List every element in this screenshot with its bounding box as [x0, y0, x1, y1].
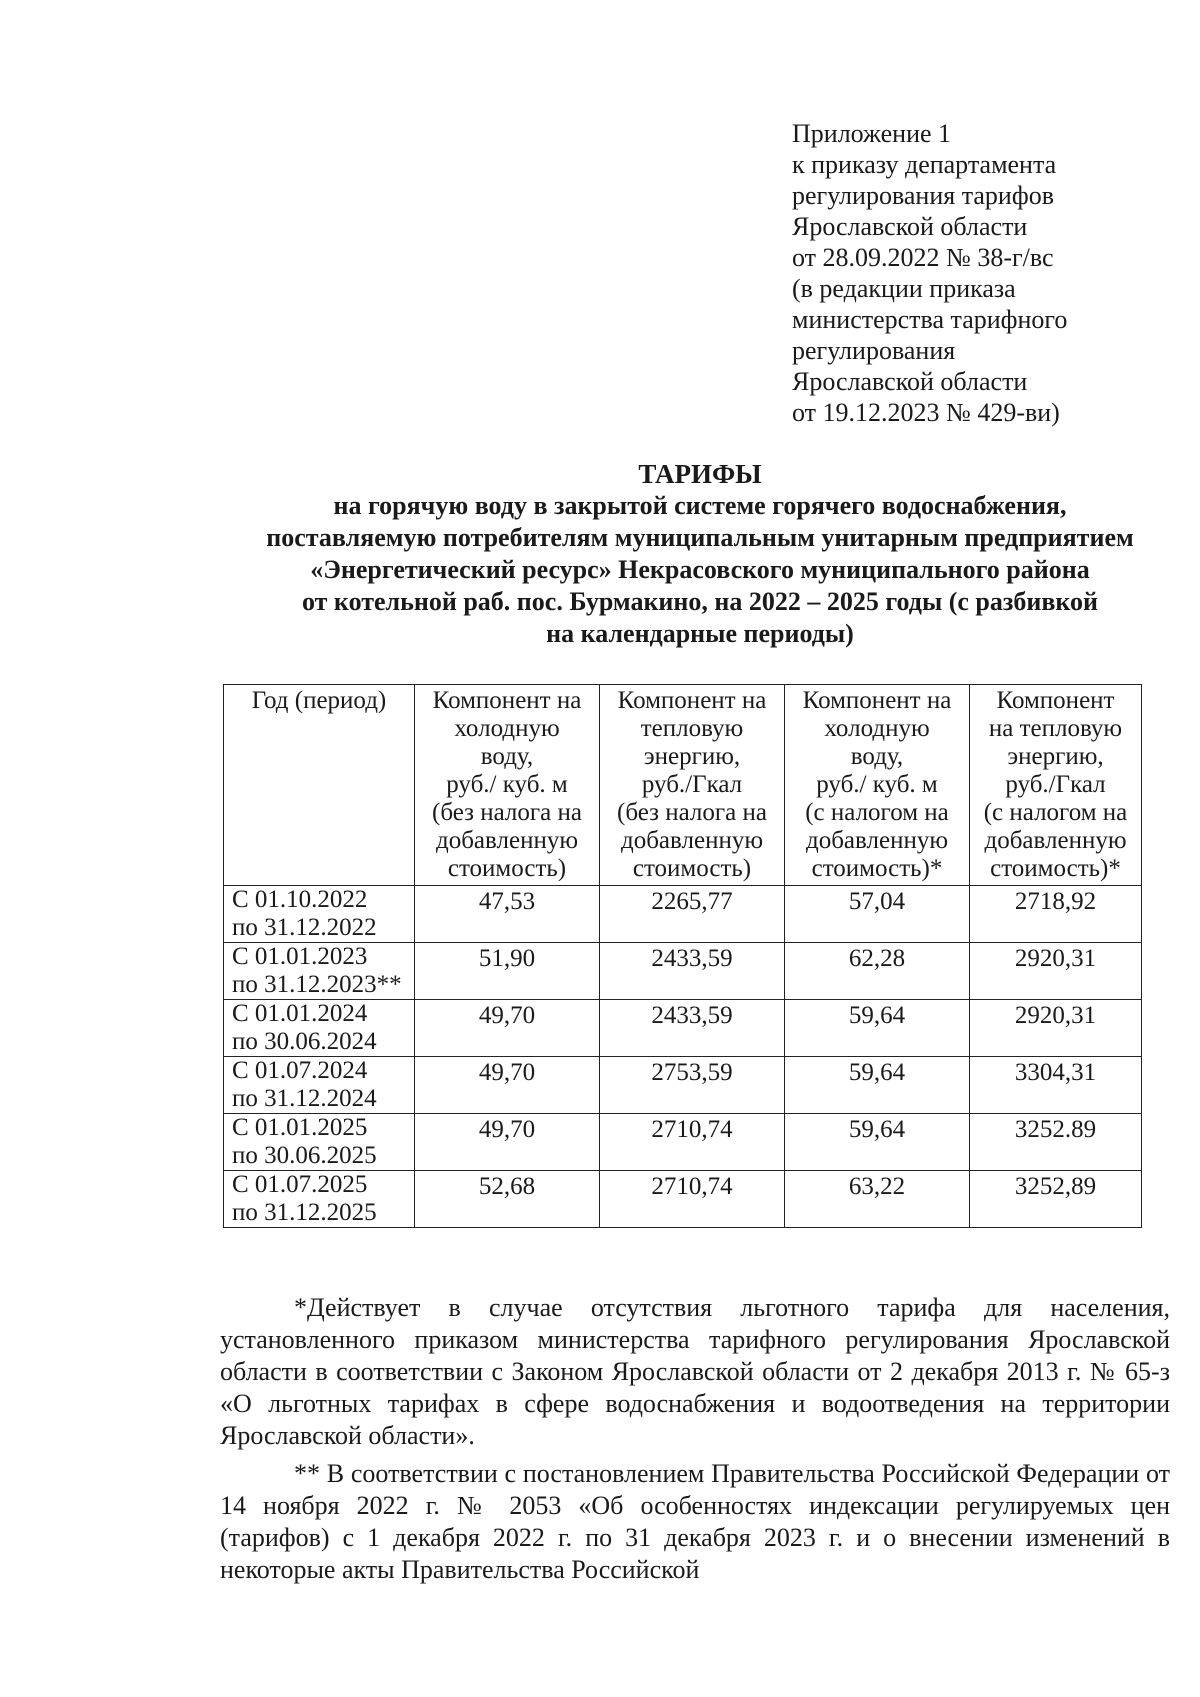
- period-to: по 31.12.2023**: [232, 971, 402, 998]
- period-to: по 31.12.2024: [232, 1085, 377, 1112]
- heat-no-vat-cell: 2710,74: [600, 1171, 785, 1228]
- appendix-line: регулирования: [792, 336, 956, 365]
- table-row: [224, 1114, 1142, 1171]
- header-line: Компонент на: [802, 687, 952, 714]
- header-line: энергию,: [643, 743, 741, 770]
- document-title: [200, 458, 1200, 650]
- header-cold-vat: [785, 685, 970, 886]
- appendix-line: регулирования тарифов: [792, 181, 1054, 210]
- period-cell: [224, 1114, 415, 1171]
- header-line: воду,: [480, 743, 534, 770]
- cold-vat-cell: 63,22: [785, 1171, 970, 1228]
- title-line: от котельной раб. пос. Бурмакино, на 2022 – 2025 годы (с разбивкой: [302, 587, 1098, 616]
- cold-vat-cell: 62,28: [785, 943, 970, 1000]
- appendix-line: министерства тарифного: [792, 305, 1068, 334]
- title-main: ТАРИФЫ: [638, 459, 762, 489]
- header-line: стоимость)*: [990, 855, 1121, 882]
- appendix-line: Приложение 1: [792, 119, 952, 148]
- header-line: (без налога на: [432, 799, 582, 826]
- heat-vat-cell: 3252,89: [970, 1171, 1142, 1228]
- heat-vat-cell: 2920,31: [970, 943, 1142, 1000]
- cold-vat-cell: 59,64: [785, 1000, 970, 1057]
- cold-vat-cell: 59,64: [785, 1114, 970, 1171]
- header-line: энергию,: [1007, 743, 1104, 770]
- header-line: на тепловую: [988, 715, 1123, 742]
- period-to: по 30.06.2024: [232, 1028, 377, 1055]
- footnotes: [220, 1292, 1170, 1592]
- heat-no-vat-cell: 2710,74: [600, 1114, 785, 1171]
- heat-no-vat-cell: 2433,59: [600, 943, 785, 1000]
- cold-no-vat-cell: 51,90: [415, 943, 600, 1000]
- header-line: добавленную: [435, 827, 579, 854]
- header-line: воду,: [850, 743, 904, 770]
- heat-no-vat-cell: 2433,59: [600, 1000, 785, 1057]
- table-row: [224, 886, 1142, 943]
- cold-no-vat-cell: 52,68: [415, 1171, 600, 1228]
- header-line: добавленную: [984, 827, 1127, 854]
- appendix-line: Ярославской области: [792, 367, 1028, 396]
- period-cell: [224, 943, 415, 1000]
- heat-no-vat-cell: 2265,77: [600, 886, 785, 943]
- cold-no-vat-cell: 49,70: [415, 1057, 600, 1114]
- header-line: добавленную: [805, 827, 949, 854]
- header-line: (с налогом на: [983, 799, 1128, 826]
- period-from: С 01.10.2022: [232, 886, 368, 913]
- header-line: (с налогом на: [805, 799, 949, 826]
- period-to: по 31.12.2022: [232, 914, 377, 941]
- footnote-vat: *Действует в случае отсутствия льготного тарифа для населения, установленного приказом министерства тарифного регулирования Ярославской области в соответствии с Законом Ярославской области от 2 декабря 2013 г. № 65-з «О льготных тарифах в сфере водоснабжения и водоотведения на территории Ярославской области».: [220, 1293, 1170, 1450]
- heat-vat-cell: 2920,31: [970, 1000, 1142, 1057]
- cold-no-vat-cell: 47,53: [415, 886, 600, 943]
- header-line: стоимость)*: [811, 855, 943, 882]
- period-from: С 01.07.2024: [232, 1057, 368, 1084]
- header-line: (без налога на: [617, 799, 767, 826]
- table-row: [224, 1171, 1142, 1228]
- heat-no-vat-cell: 2753,59: [600, 1057, 785, 1114]
- period-to: по 30.06.2025: [232, 1142, 377, 1169]
- appendix-line: от 19.12.2023 № 429-ви): [792, 398, 1060, 427]
- appendix-line: к приказу департамента: [792, 150, 1057, 179]
- header-line: Компонент: [996, 687, 1115, 714]
- period-from: С 01.01.2023: [232, 943, 368, 970]
- heat-vat-cell: 3252.89: [970, 1114, 1142, 1171]
- header-line: тепловую: [640, 715, 744, 742]
- header-line: руб./ куб. м: [816, 771, 938, 798]
- table-row: [224, 1000, 1142, 1057]
- table-row: [224, 943, 1142, 1000]
- table-row: [224, 1057, 1142, 1114]
- header-line: руб./Гкал: [1005, 771, 1106, 798]
- period-cell: [224, 886, 415, 943]
- table-header-row: [224, 685, 1142, 886]
- header-line: холодную: [454, 715, 560, 742]
- cold-vat-cell: 57,04: [785, 886, 970, 943]
- header-line: руб./ куб. м: [446, 771, 568, 798]
- period-cell: [224, 1171, 415, 1228]
- header-line: Год (период): [251, 687, 387, 714]
- title-line: поставляемую потребителям муниципальным унитарным предприятием: [266, 523, 1134, 552]
- title-line: на горячую воду в закрытой системе горячего водоснабжения,: [333, 491, 1067, 520]
- period-cell: [224, 1000, 415, 1057]
- period-from: С 01.07.2025: [232, 1171, 368, 1198]
- appendix-line: Ярославской области: [792, 212, 1028, 241]
- header-line: стоимость): [632, 855, 752, 882]
- header-heat-no-vat: [600, 685, 785, 886]
- period-to: по 31.12.2025: [232, 1199, 377, 1226]
- period-from: С 01.01.2024: [232, 1000, 368, 1027]
- appendix-line: (в редакции приказа: [792, 274, 1016, 303]
- header-heat-vat: [970, 685, 1142, 886]
- cold-vat-cell: 59,64: [785, 1057, 970, 1114]
- header-line: добавленную: [620, 827, 764, 854]
- cold-no-vat-cell: 49,70: [415, 1000, 600, 1057]
- footnote-indexation: ** В соответствии с постановлением Правительства Российской Федерации от 14 ноября 2022 г. № 2053 «Об особенностях индексации регулируемых цен (тарифов) с 1 декабря 2022 г. по 31 декабря 2023 г. и о внесении изменений в некоторые акты Правительства Российской: [220, 1459, 1170, 1584]
- heat-vat-cell: 2718,92: [970, 886, 1142, 943]
- header-line: руб./Гкал: [641, 771, 743, 798]
- title-line: «Энергетический ресурс» Некрасовского муниципального района: [310, 555, 1090, 584]
- header-line: Компонент на: [617, 687, 767, 714]
- header-line: стоимость): [447, 855, 567, 882]
- header-cold-no-vat: [415, 685, 600, 886]
- heat-vat-cell: 3304,31: [970, 1057, 1142, 1114]
- period-cell: [224, 1057, 415, 1114]
- appendix-block: [792, 118, 1172, 428]
- cold-no-vat-cell: 49,70: [415, 1114, 600, 1171]
- period-from: С 01.01.2025: [232, 1114, 368, 1141]
- header-line: холодную: [824, 715, 930, 742]
- appendix-line: от 28.09.2022 № 38-г/вс: [792, 243, 1054, 272]
- tariffs-table: [223, 684, 1142, 1228]
- title-line: на календарные периоды): [546, 619, 854, 648]
- header-period: [224, 685, 415, 886]
- header-line: Компонент на: [432, 687, 582, 714]
